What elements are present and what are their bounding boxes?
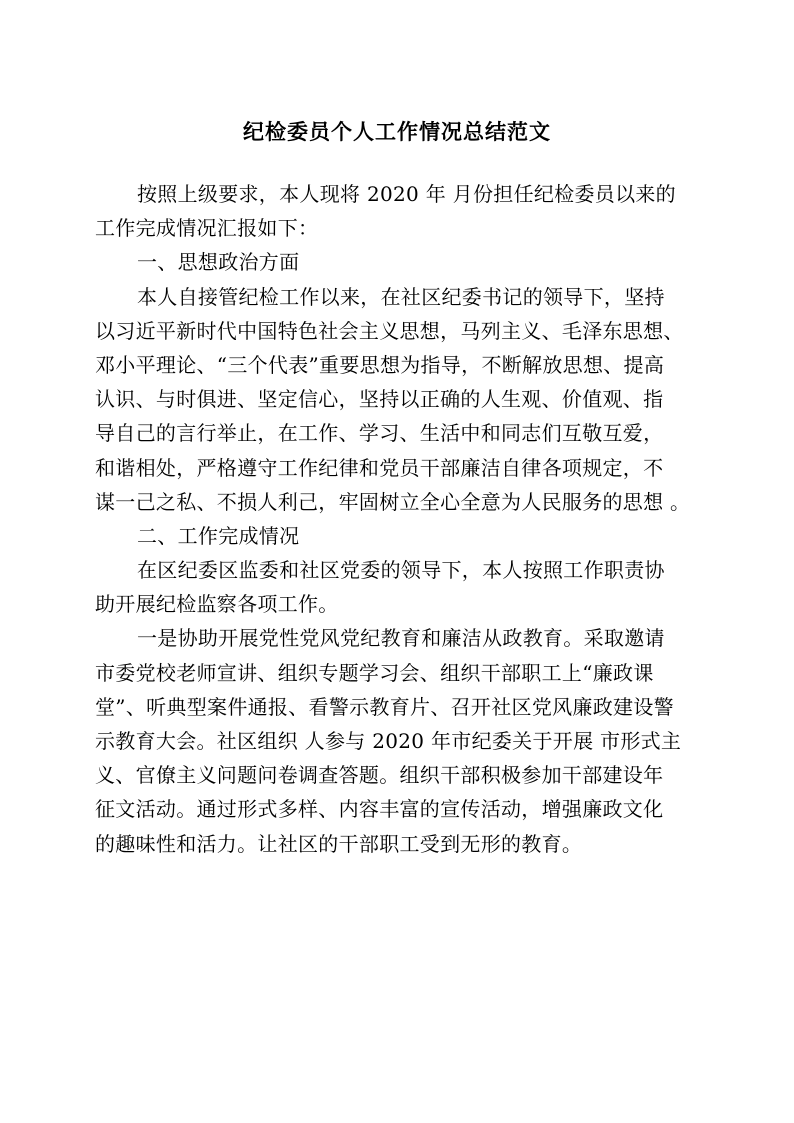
paragraph-line: 工作完成情况汇报如下： bbox=[95, 216, 319, 241]
paragraph-line: 谋一己之私、不损人利己，牢固树立全心全意为人民服务的思想 。 bbox=[95, 489, 691, 514]
paragraph-line: 堂”、听典型案件通报、看警示教育片、召开社区党风廉政建设警 bbox=[95, 694, 674, 719]
paragraph-line: 按照上级要求，本人现将 2020 年 月份担任纪检委员以来的 bbox=[137, 182, 676, 206]
paragraph-line: 邓小平理论、“三个代表”重要思想为指导，不断解放思想、提高 bbox=[95, 352, 665, 377]
paragraph-line: 的趣味性和活力。让社区的干部职工受到无形的教育。 bbox=[95, 831, 583, 856]
paragraph-line: 导自己的言行举止，在工作、学习、生活中和同志们互敬互爱， bbox=[95, 421, 664, 446]
paragraph-line: 征文活动。通过形式多样、内容丰富的宣传活动，增强廉政文化 bbox=[95, 797, 664, 822]
paragraph-line: 和谐相处，严格遵守工作纪律和党员干部廉洁自律各项规定，不 bbox=[95, 455, 664, 480]
paragraph-line: 以习近平新时代中国特色社会主义思想，马列主义、毛泽东思想、 bbox=[95, 318, 684, 343]
paragraph-line: 助开展纪检监察各项工作。 bbox=[95, 592, 339, 617]
paragraph-line: 在区纪委区监委和社区党委的领导下，本人按照工作职责协 bbox=[137, 558, 665, 583]
paragraph-line: 市委党校老师宣讲、组织专题学习会、组织干部职工上“廉政课 bbox=[95, 660, 654, 685]
section-heading: 一、思想政治方面 bbox=[137, 250, 300, 275]
section-heading: 二、工作完成情况 bbox=[137, 523, 300, 548]
document-body bbox=[95, 177, 705, 861]
paragraph-line: 示教育大会。社区组织 人参与 2020 年市纪委关于开展 市形式主 bbox=[95, 729, 682, 753]
paragraph-line: 一是协助开展党性党风党纪教育和廉洁从政教育。采取邀请 bbox=[137, 626, 665, 651]
paragraph-line: 认识、与时俱进、坚定信心，坚持以正确的人生观、价值观、指 bbox=[95, 387, 664, 412]
paragraph-line: 本人自接管纪检工作以来，在社区纪委书记的领导下，坚持 bbox=[137, 284, 665, 309]
paragraph-line: 义、官僚主义问题问卷调查答题。组织干部积极参加干部建设年 bbox=[95, 763, 664, 788]
document-title: 纪检委员个人工作情况总结范文 bbox=[243, 119, 551, 144]
